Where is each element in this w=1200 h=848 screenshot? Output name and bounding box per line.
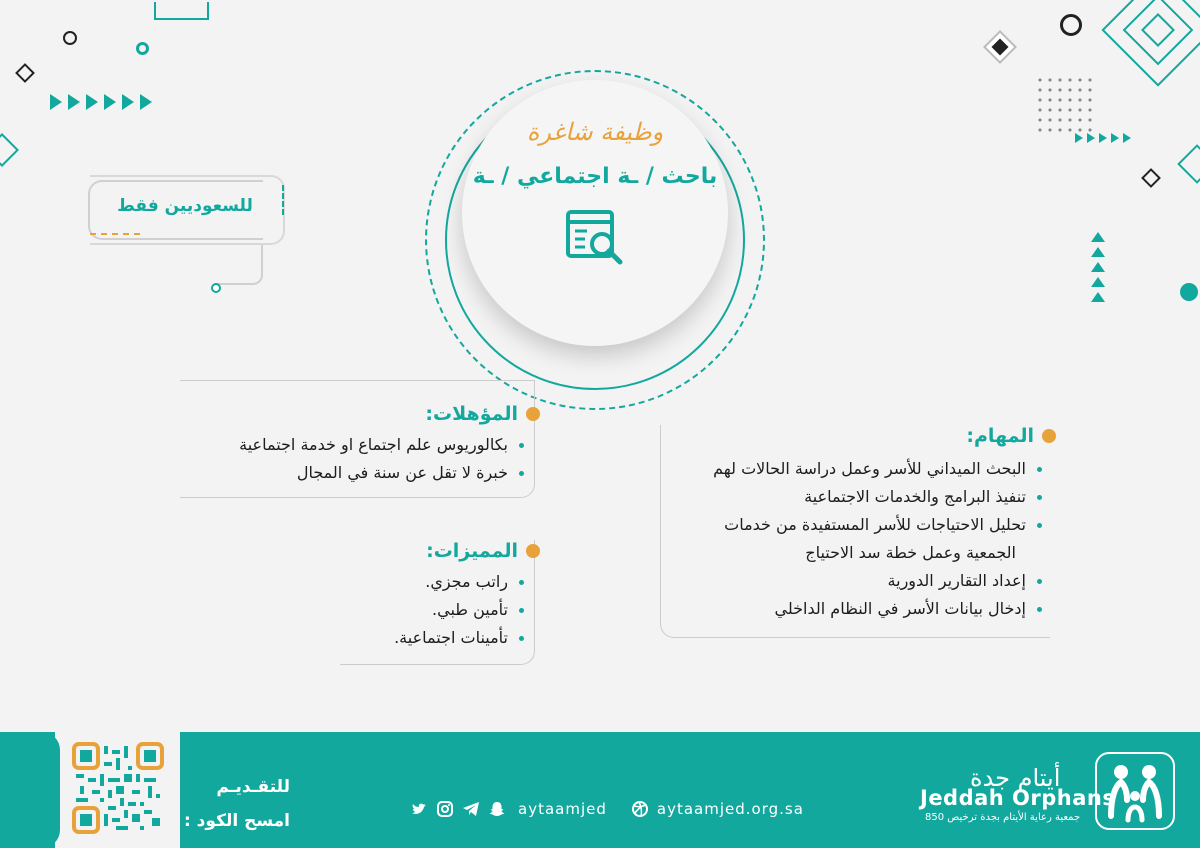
deco-triangles-up [1091, 232, 1105, 302]
deco-diamond-edge [0, 133, 19, 167]
list-item: إدخال بيانات الأسر في النظام الداخلي [661, 595, 1044, 623]
vacancy-label: وظيفة شاغرة [526, 118, 664, 146]
deco-arrows-left [50, 94, 152, 110]
heading-bullet [1042, 429, 1056, 443]
list-item: بكالوريوس علم اجتماع او خدمة اجتماعية [180, 431, 526, 459]
org-logo [1095, 752, 1175, 830]
benefits-list [340, 568, 526, 652]
org-license: جمعية رعاية الأيتام بجدة ترخيص 850 [925, 812, 1081, 823]
tasks-heading-text: المهام: [966, 425, 1034, 447]
list-item: البحث الميداني للأسر وعمل دراسة الحالات لهم [661, 455, 1044, 483]
apply-line-1: للتقـديـم [216, 777, 290, 797]
badge-connector-dot [211, 283, 221, 293]
job-search-icon [565, 209, 625, 271]
qualifications-heading [180, 403, 540, 425]
footer-left-cap [0, 732, 60, 848]
org-name-arabic: أيتام جدة [970, 764, 1061, 792]
deco-dot-grid [1035, 75, 1095, 135]
badge-dash-teal [282, 185, 284, 215]
list-item: تأمين طبي. [340, 596, 526, 624]
twitter-icon[interactable] [410, 800, 428, 818]
qualifications-heading-text: المؤهلات: [425, 403, 518, 425]
instagram-icon[interactable] [436, 800, 454, 818]
heading-bullet [526, 407, 540, 421]
deco-circle-dark [63, 31, 77, 45]
job-title: باحث / ـة اجتماعي / ـة [472, 164, 718, 189]
list-item: تحليل الاحتياجات للأسر المستفيدة من خدمات [661, 511, 1044, 539]
tasks-list [661, 455, 1044, 623]
qr-code[interactable] [72, 742, 164, 834]
badge-connector [215, 245, 263, 285]
list-item: إعداد التقارير الدورية [661, 567, 1044, 595]
qualifications-list [180, 431, 526, 487]
benefits-heading-text: المميزات: [426, 540, 518, 562]
list-item-continued: الجمعية وعمل خطة سد الاحتياج [805, 543, 1016, 562]
heading-bullet [526, 544, 540, 558]
social-links [410, 800, 804, 818]
saudi-only-badge: للسعوديين فقط [117, 196, 253, 216]
deco-dot-teal-right [1180, 283, 1198, 301]
deco-circle-teal [136, 42, 149, 55]
apply-line-2: امسح الكود : [183, 811, 290, 831]
snapchat-icon[interactable] [488, 800, 506, 818]
benefits-heading [340, 540, 540, 562]
benefits-section [340, 540, 535, 665]
web-icon [631, 800, 649, 818]
list-item: تنفيذ البرامج والخدمات الاجتماعية [661, 483, 1044, 511]
telegram-icon[interactable] [462, 800, 480, 818]
org-name-english: Jeddah Orphans [920, 786, 1116, 810]
qualifications-section [180, 380, 535, 498]
list-item: خبرة لا تقل عن سنة في المجال [180, 459, 526, 487]
social-handle[interactable]: aytaamjed [518, 800, 607, 818]
badge-dash-orange [90, 233, 140, 235]
website-link[interactable]: aytaamjed.org.sa [656, 800, 804, 818]
title-disc [462, 80, 728, 346]
deco-diamond-small-right [1141, 168, 1161, 188]
deco-circle-dark-right [1060, 14, 1082, 36]
deco-arrows-right [1075, 133, 1131, 143]
deco-square-teal [154, 2, 209, 20]
deco-diamond-edge-right [1177, 144, 1200, 184]
list-item: تأمينات اجتماعية. [340, 624, 526, 652]
list-item: راتب مجزي. [340, 568, 526, 596]
tasks-section [660, 425, 1050, 638]
deco-diamond [15, 63, 35, 83]
apply-instructions [180, 770, 290, 838]
tasks-heading [661, 425, 1056, 447]
